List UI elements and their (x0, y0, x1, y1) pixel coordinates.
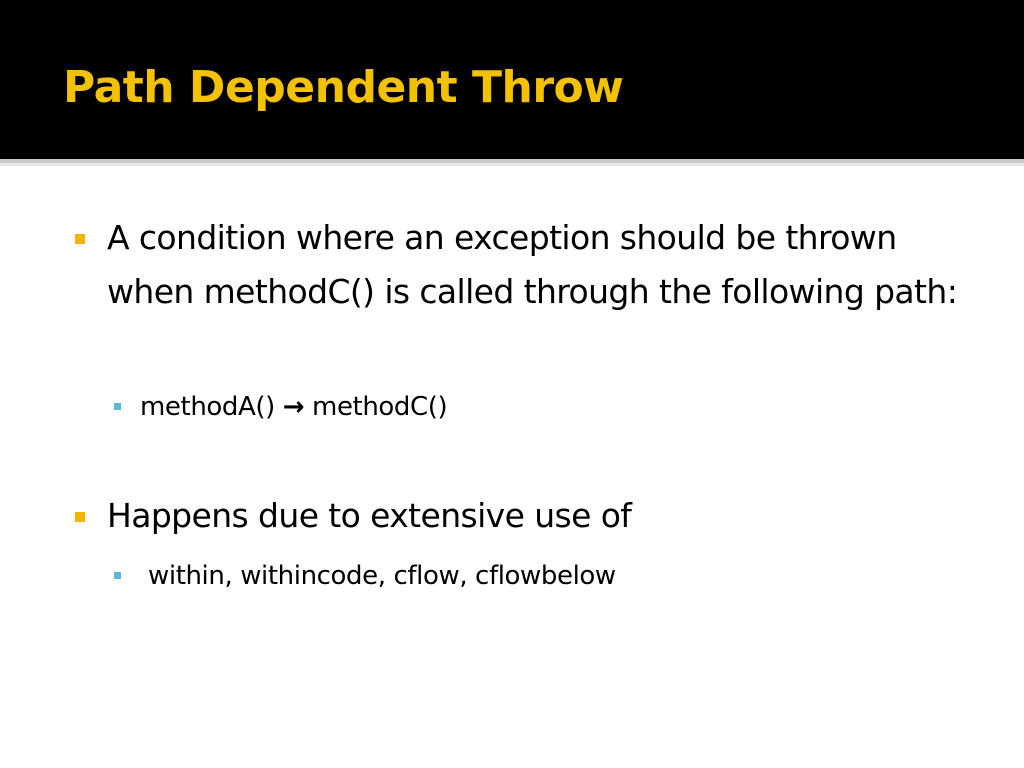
method-a-label: methodA() (140, 392, 275, 422)
sub-bullet-text (140, 390, 447, 424)
square-bullet-icon (114, 572, 121, 579)
title-divider-shadow (0, 163, 1024, 166)
square-bullet-icon (75, 512, 85, 522)
bullet-text: A condition where an exception should be thrown when methodC() is called through the following path: (107, 218, 958, 311)
right-arrow-icon: → (282, 392, 305, 422)
square-bullet-icon (114, 403, 121, 410)
sub-bullet-text: within, withincode, cflow, cflowbelow (148, 561, 616, 591)
bullet-text: Happens due to extensive use of (107, 496, 632, 535)
method-c-label: methodC() (312, 392, 448, 422)
slide-title: Path Dependent Throw (63, 62, 624, 113)
square-bullet-icon (75, 234, 85, 244)
title-bar (0, 0, 1024, 159)
